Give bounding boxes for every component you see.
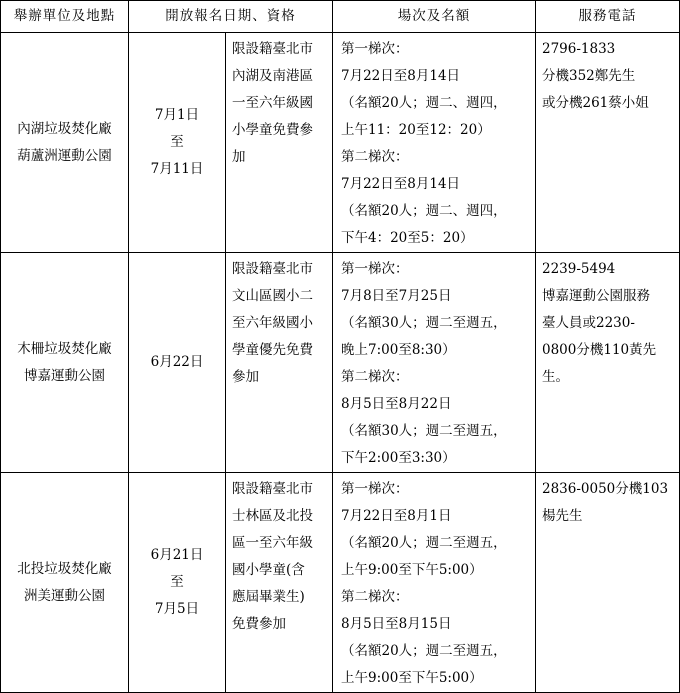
session-cell [333, 33, 536, 253]
phone-line: 臺人員或2230- [542, 315, 635, 331]
qualification-line: 士林區及北投 [232, 508, 313, 524]
phone-line: 2796-1833 [542, 41, 616, 57]
session-line: 8月5日至8月22日 [341, 396, 452, 412]
phone-line: 楊先生 [542, 508, 583, 524]
session-line: 第二梯次： [341, 149, 409, 165]
date-line: 6月22日 [150, 354, 204, 370]
session-cell [333, 473, 536, 693]
phone-line: 生。 [542, 369, 569, 385]
session-line: 7月22日至8月1日 [341, 508, 452, 524]
phone-line: 0800分機110黃先 [542, 342, 657, 358]
organizer-cell [1, 473, 129, 693]
organizer-line: 葫蘆洲運動公園 [17, 147, 112, 164]
header-registration: 開放報名日期、資格 [129, 1, 333, 33]
session-line: 第二梯次： [341, 369, 409, 385]
qualification-line: 學童優先免費 [232, 342, 313, 358]
qualification-line: 免費參加 [232, 616, 286, 632]
date-cell [129, 473, 226, 693]
session-line: 晚上7:00至8:30） [341, 342, 456, 358]
organizer-line: 北投垃圾焚化廠 [17, 560, 112, 577]
phone-line: 分機352鄭先生 [542, 68, 636, 84]
phone-line: 2836-0050分機103 [542, 481, 669, 497]
session-line: （名額20人；週二至週五， [341, 535, 507, 551]
qualification-line: 國小學童(含 [232, 562, 305, 578]
date-cell [129, 33, 226, 253]
table-row [1, 253, 680, 473]
session-line: 下午2:00至3:30） [341, 450, 456, 466]
session-line: 上午9:00至下午5:00） [341, 562, 483, 578]
session-cell [333, 253, 536, 473]
phone-line: 或分機261蔡小姐 [542, 95, 649, 111]
session-line: （名額20人；週二、週四， [341, 95, 507, 111]
session-line: 第一梯次： [341, 481, 409, 497]
table-row [1, 473, 680, 693]
date-line: 7月1日 [154, 107, 200, 123]
header-sessions: 場次及名額 [333, 1, 536, 33]
session-line: 7月22日至8月14日 [341, 176, 461, 192]
organizer-line: 洲美運動公園 [24, 587, 105, 604]
qualification-line: 限設籍臺北市 [232, 481, 313, 497]
session-line: 下午4：20至5：20） [341, 230, 474, 246]
date-cell [129, 253, 226, 473]
qualification-cell [226, 253, 333, 473]
qualification-line: 小學童免費參 [232, 122, 313, 138]
qualification-line: 至六年級國小 [232, 315, 313, 331]
qualification-line: 區一至六年級 [232, 535, 313, 551]
session-line: （名額30人；週二至週五， [341, 423, 507, 439]
qualification-cell [226, 473, 333, 693]
session-line: （名額20人；週二、週四， [341, 203, 507, 219]
date-line: 7月5日 [154, 601, 200, 617]
qualification-line: 內湖及南港區 [232, 68, 313, 84]
session-line: 第一梯次： [341, 41, 409, 57]
phone-cell [536, 33, 680, 253]
qualification-line: 一至六年級國 [232, 95, 313, 111]
phone-line: 博嘉運動公園服務 [542, 288, 650, 304]
organizer-line: 木柵垃圾焚化廠 [17, 340, 112, 357]
date-line: 6月21日 [150, 547, 204, 563]
qualification-line: 限設籍臺北市 [232, 261, 313, 277]
header-row [1, 1, 680, 33]
date-line: 至 [170, 134, 184, 150]
table-row [1, 33, 680, 253]
qualification-line: 應屆畢業生) [232, 589, 305, 605]
qualification-cell [226, 33, 333, 253]
header-organizer: 舉辦單位及地點 [1, 1, 129, 33]
session-line: 第一梯次： [341, 261, 409, 277]
session-line: 上午11：20至12：20） [341, 122, 491, 138]
organizer-cell [1, 33, 129, 253]
date-line: 至 [170, 574, 184, 590]
phone-cell [536, 473, 680, 693]
qualification-line: 文山區國小二 [232, 288, 313, 304]
qualification-line: 加 [232, 149, 246, 165]
phone-line: 2239-5494 [542, 261, 616, 277]
session-line: 上午9:00至下午5:00） [341, 670, 483, 686]
qualification-line: 限設籍臺北市 [232, 41, 313, 57]
organizer-cell [1, 253, 129, 473]
date-line: 7月11日 [150, 161, 204, 177]
header-phone: 服務電話 [536, 1, 680, 33]
session-line: 8月5日至8月15日 [341, 616, 452, 632]
organizer-line: 博嘉運動公園 [24, 367, 105, 384]
session-line: 第二梯次： [341, 589, 409, 605]
organizer-line: 內湖垃圾焚化廠 [17, 120, 112, 137]
session-line: （名額30人；週二至週五， [341, 315, 507, 331]
session-line: （名額20人；週二至週五， [341, 643, 507, 659]
qualification-line: 參加 [232, 369, 259, 385]
session-line: 7月22日至8月14日 [341, 68, 461, 84]
session-line: 7月8日至7月25日 [341, 288, 452, 304]
phone-cell [536, 253, 680, 473]
